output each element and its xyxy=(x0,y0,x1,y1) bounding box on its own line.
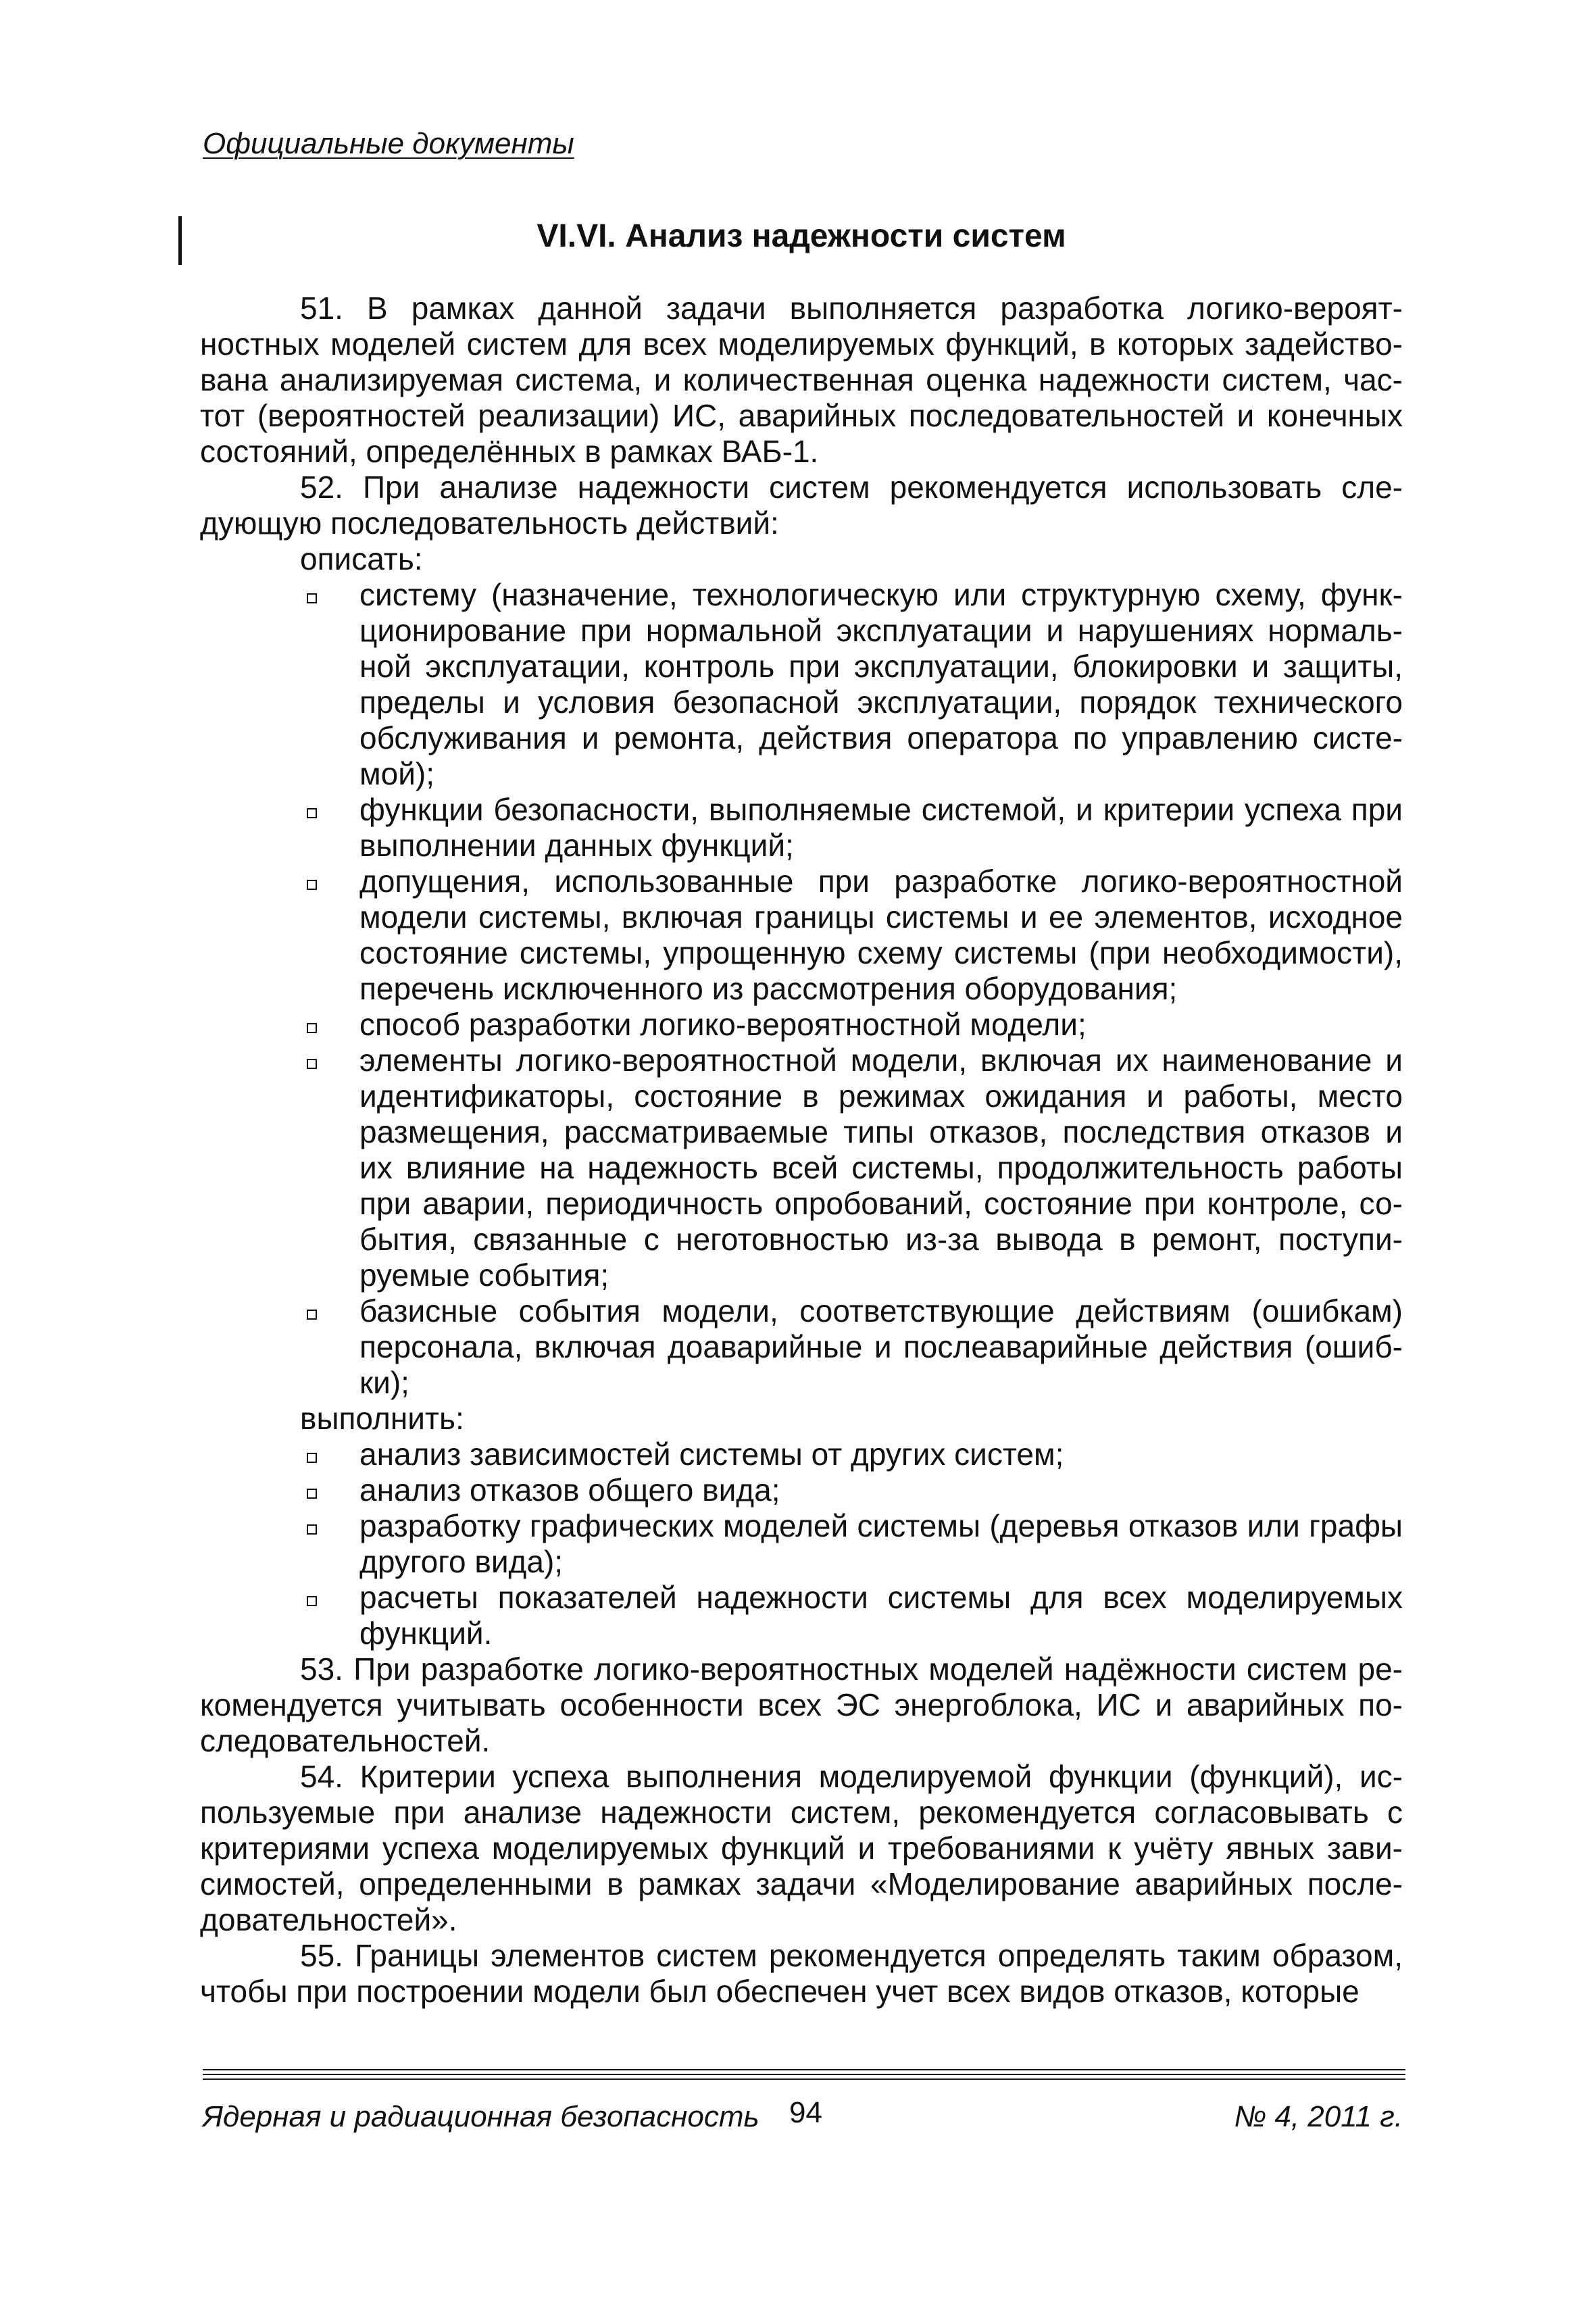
list-item-text: анализ зависимостей системы от других систем; xyxy=(359,1437,1064,1472)
running-head: Официальные документы xyxy=(203,127,574,160)
footer-rule xyxy=(203,2078,1405,2080)
paragraph-51: 51. В рамках данной задачи выполняется разработка логико-вероятностных моделей систем для всех моделируемых функций, в которых задействована анализируемая система, и количественная оценка надежности систем, частот (вероятностей реализации) ИС, аварийных последовательностей и конечных состояний, определённых в рамках ВАБ-1. xyxy=(200,291,1403,469)
list-item xyxy=(200,1437,1403,1472)
bullet-square-icon xyxy=(307,1596,317,1606)
list-item-text: разработку графических моделей системы (деревья отказов или графы другого вида); xyxy=(359,1508,1403,1579)
footer-rule xyxy=(203,2069,1405,2070)
list-item-text: допущения, использованные при разработке логико-вероятностной модели системы, включая границы системы и ее элементов, исходное состояние системы, упрощенную схему системы (при необходимости), перечень исключенного из рассмотрения оборудования; xyxy=(359,864,1403,1006)
list-item-text: элементы логико-вероятностной модели, включая их наименование и идентификаторы, состояние в режимах ожидания и работы, место размещения, рассматриваемые типы отказов, последствия отказов и их влияние на надежность всей системы, продолжительность работы при аварии, периодичность опробований, состояние при контроле, события, связанные с неготовностью из-за вывода в ремонт, поступируемые события; xyxy=(359,1043,1403,1293)
list-item xyxy=(200,1043,1403,1293)
footer-issue: № 4, 2011 г. xyxy=(1234,2100,1403,2133)
describe-list xyxy=(200,577,1403,1401)
bullet-square-icon xyxy=(307,1023,317,1033)
paragraph-52: 52. При анализе надежности систем рекомендуется использовать следующую последовательность действий: xyxy=(200,470,1403,541)
bullet-square-icon xyxy=(307,1489,317,1499)
list-item xyxy=(200,1472,1403,1508)
section-title: VI.VI. Анализ надежности систем xyxy=(537,218,1066,254)
page-content xyxy=(200,218,1403,2010)
list-item-text: анализ отказов общего вида; xyxy=(359,1472,780,1508)
bullet-square-icon xyxy=(307,1059,317,1069)
list-item xyxy=(200,792,1403,864)
list-item-text: базисные события модели, соответствующие действиям (ошибкам) персонала, включая доаварийные и послеаварийные действия (ошибки); xyxy=(359,1293,1403,1400)
page-number: 94 xyxy=(789,2096,822,2129)
bullet-square-icon xyxy=(307,1453,317,1463)
paragraph-53: 53. При разработке логико-вероятностных моделей надёжности систем рекомендуется учитывать особенности всех ЭС энергоблока, ИС и аварийных последовательностей. xyxy=(200,1651,1403,1758)
bullet-square-icon xyxy=(307,1524,317,1535)
list-item xyxy=(200,1580,1403,1651)
perform-lead: выполнить: xyxy=(300,1401,464,1436)
footer-rule xyxy=(203,2074,1405,2075)
revision-bar xyxy=(178,216,182,265)
perform-list xyxy=(200,1437,1403,1651)
list-item xyxy=(200,1293,1403,1401)
list-item xyxy=(200,1007,1403,1043)
bullet-square-icon xyxy=(307,593,317,603)
footer-journal-title: Ядерная и радиационная безопасность xyxy=(203,2100,759,2133)
list-item-text: функции безопасности, выполняемые системой, и критерии успеха при выполнении данных функций; xyxy=(359,792,1403,863)
list-item-text: способ разработки логико-вероятностной модели; xyxy=(359,1007,1087,1042)
list-item-text: систему (назначение, технологическую или структурную схему, функционирование при нормальной эксплуатации и нарушениях нормальной эксплуатации, контроль при эксплуатации, блокировки и защиты, пределы и условия безопасной эксплуатации, порядок технического обслуживания и ремонта, действия оператора по управлению системой); xyxy=(359,577,1403,791)
bullet-square-icon xyxy=(307,808,317,818)
describe-lead: описать: xyxy=(300,541,423,576)
bullet-square-icon xyxy=(307,1310,317,1320)
bullet-square-icon xyxy=(307,880,317,890)
paragraph-54: 54. Критерии успеха выполнения моделируемой функции (функций), используемые при анализе надежности систем, рекомендуется согласовывать с критериями успеха моделируемых функций и требованиями к учёту явных зависимостей, определенными в рамках задачи «Моделирование аварийных последовательностей». xyxy=(200,1759,1403,1937)
list-item xyxy=(200,1508,1403,1580)
list-item xyxy=(200,577,1403,792)
list-item-text: расчеты показателей надежности системы для всех моделируемых функций. xyxy=(359,1580,1403,1651)
paragraph-55: 55. Границы элементов систем рекомендуется определять таким образом, чтобы при построении модели был обеспечен учет всех видов отказов, которые xyxy=(200,1938,1403,2009)
list-item xyxy=(200,864,1403,1007)
